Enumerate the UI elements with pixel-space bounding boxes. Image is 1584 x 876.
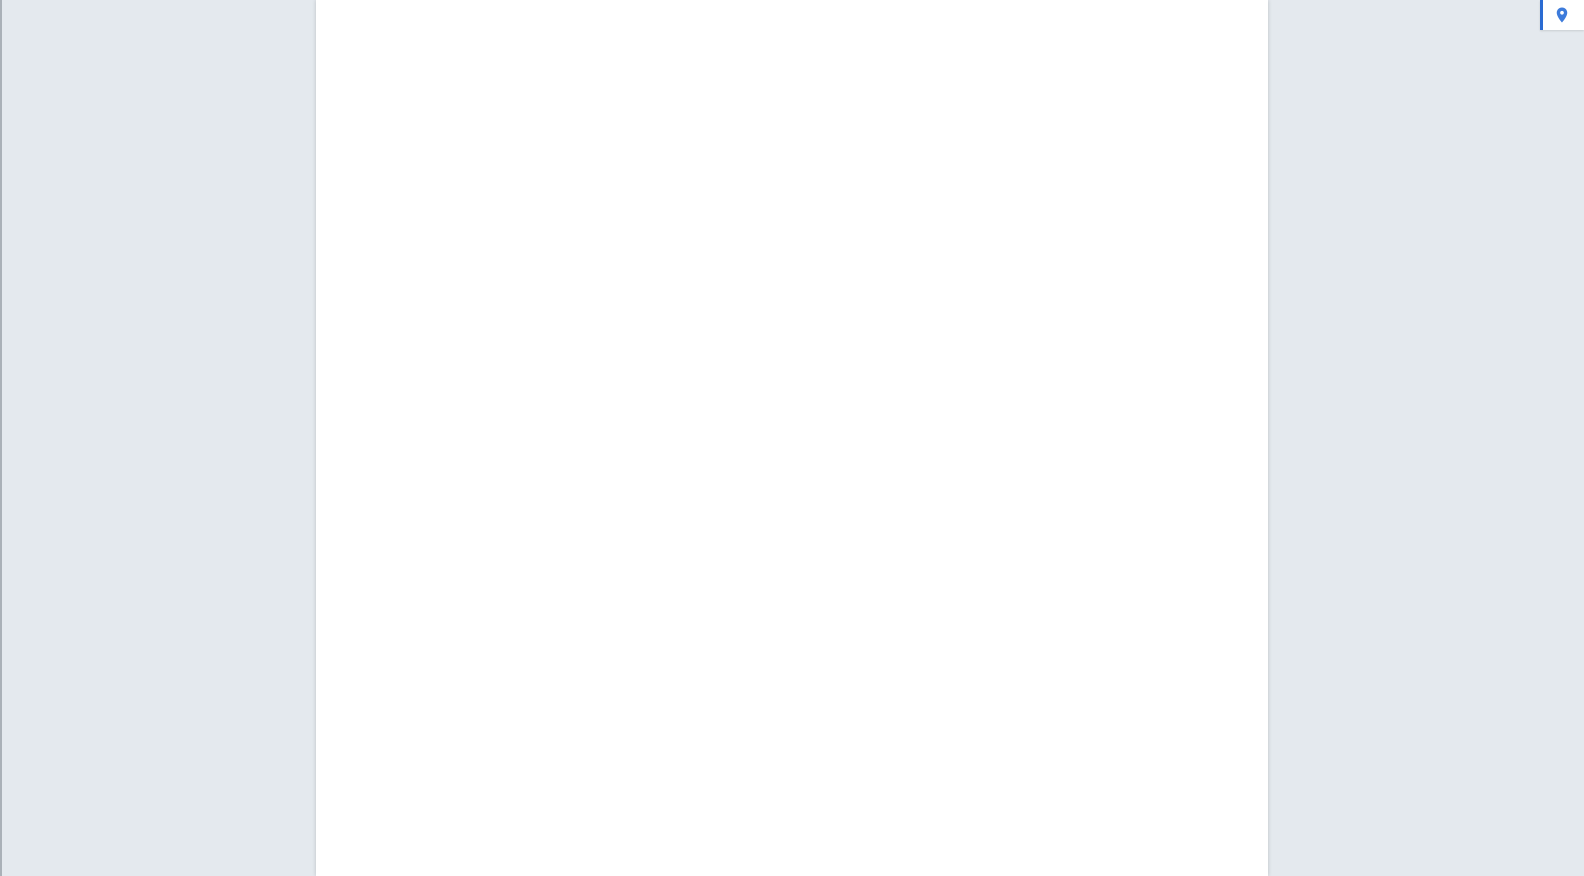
location-pin-button[interactable]	[1540, 0, 1584, 30]
document-page	[316, 0, 1268, 876]
pin-button-accent-bar	[1540, 0, 1543, 30]
window-left-border	[0, 0, 2, 876]
location-pin-icon	[1553, 6, 1571, 24]
